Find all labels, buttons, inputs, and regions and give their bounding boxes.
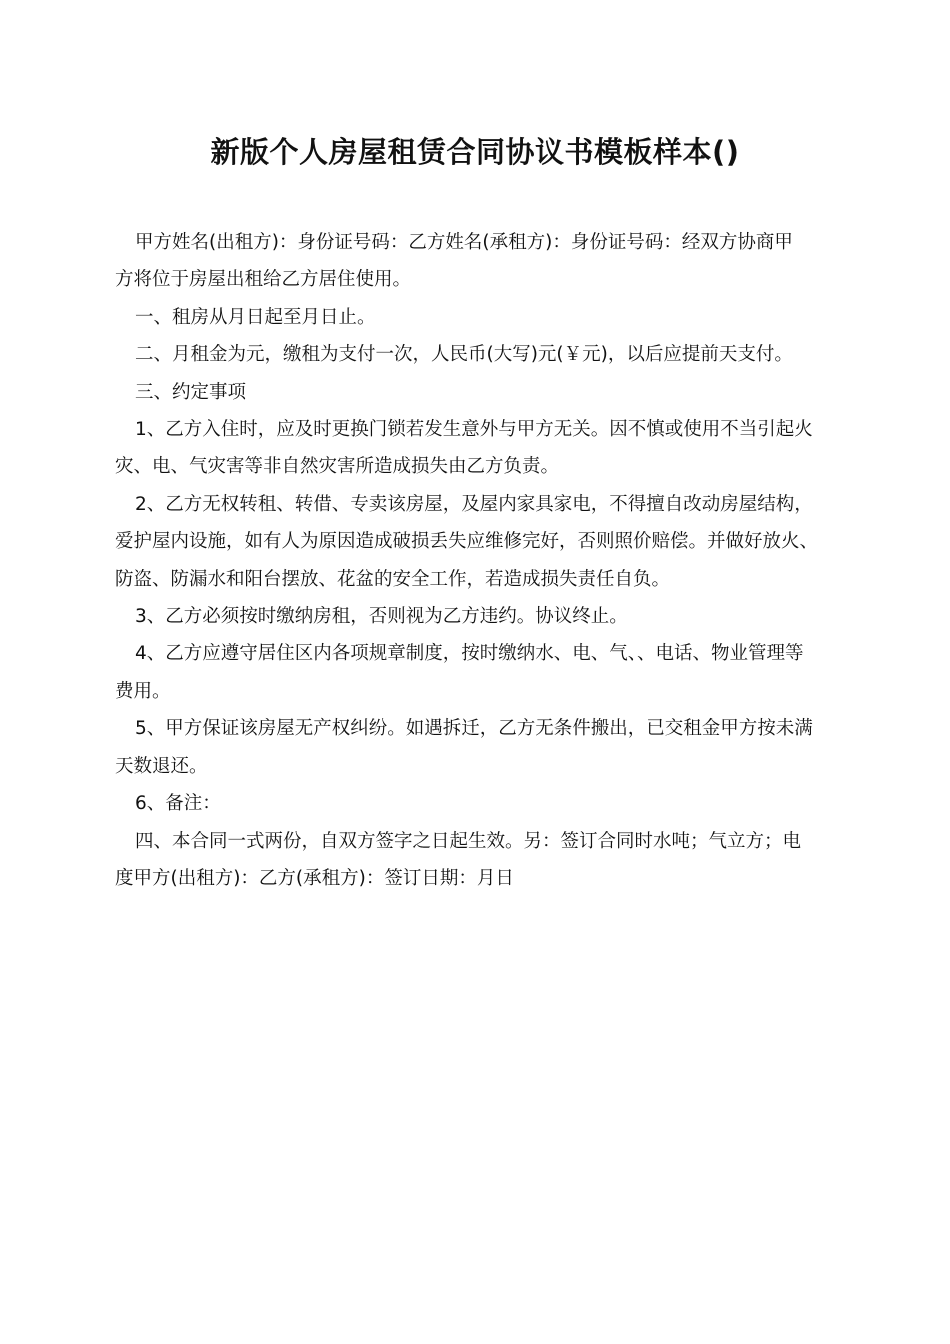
paragraph-line: 防盗、防漏水和阳台摆放、花盆的安全工作，若造成损失责任自负。 <box>115 568 671 590</box>
paragraph-line: 甲方姓名(出租方)：身份证号码：乙方姓名(承租方)：身份证号码：经双方协商甲 <box>135 232 793 253</box>
paragraph-line: 5、甲方保证该房屋无产权纠纷。如遇拆迁，乙方无条件搬出，已交租金甲方按未满 <box>135 718 813 740</box>
paragraph-line: 三、约定事项 <box>135 381 247 403</box>
paragraph-line: 方将位于房屋出租给乙方居住使用。 <box>115 269 412 291</box>
paragraph-line: 灾、电、气灾害等非自然灾害所造成损失由乙方负责。 <box>115 456 560 478</box>
paragraph-line: 6、备注： <box>135 793 221 815</box>
paragraph-line: 3、乙方必须按时缴纳房租，否则视为乙方违约。协议终止。 <box>135 606 628 628</box>
paragraph-line: 费用。 <box>115 680 171 702</box>
paragraph-line: 1、乙方入住时，应及时更换门锁若发生意外与甲方无关。因不慎或使用不当引起火 <box>135 419 813 441</box>
document-body <box>115 224 837 897</box>
paragraph-line: 天数退还。 <box>115 755 208 777</box>
document-title: 新版个人房屋租赁合同协议书模板样本() <box>210 135 740 169</box>
paragraph-line: 爱护屋内设施，如有人为原因造成破损丢失应维修完好，否则照价赔偿。并做好放火、 <box>115 531 819 553</box>
paragraph-line: 一、租房从月日起至月日止。 <box>135 306 376 328</box>
paragraph-line: 四、本合同一式两份，自双方签字之日起生效。另：签订合同时水吨；气立方；电 <box>135 830 802 852</box>
paragraph-line: 二、月租金为元，缴租为支付一次，人民币(大写)元(￥元)，以后应提前天支付。 <box>135 344 793 366</box>
paragraph-line: 2、乙方无权转租、转借、专卖该房屋，及屋内家具家电，不得擅自改动房屋结构， <box>135 493 813 515</box>
paragraph-line: 4、乙方应遵守居住区内各项规章制度，按时缴纳水、电、气、、电话、物业管理等 <box>135 643 804 665</box>
paragraph-line: 度甲方(出租方)：乙方(承租方)：签订日期：月日 <box>115 867 514 889</box>
